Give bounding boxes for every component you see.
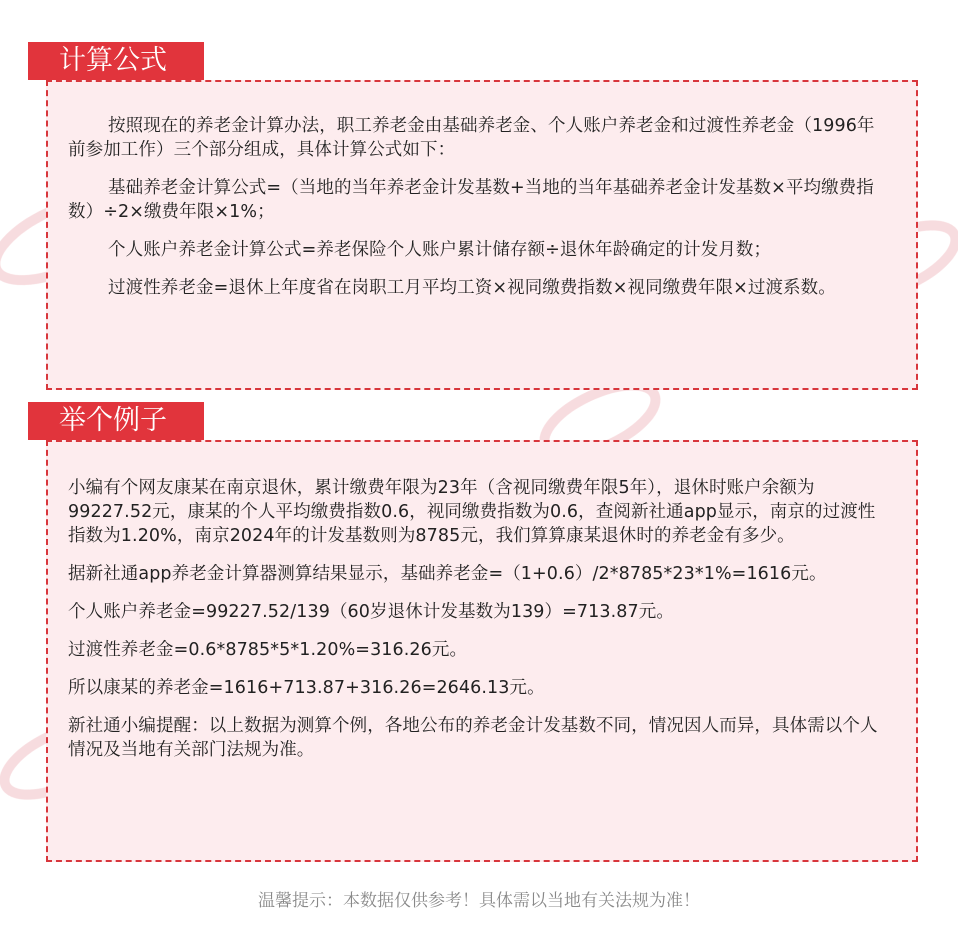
example-section: [0, 402, 958, 866]
example-reminder: 新社通小编提醒：以上数据为测算个例，各地公布的养老金计发基数不同，情况因人而异，具体需以个人情况及当地有关部门法规为准。: [68, 716, 878, 760]
example-total: 所以康某的养老金=1616+713.87+316.26=2646.13元。: [68, 678, 545, 698]
example-transitional: 过渡性养老金=0.6*8785*5*1.20%=316.26元。: [68, 640, 468, 660]
example-personal-account: 个人账户养老金=99227.52/139（60岁退休计发基数为139）=713.87元。: [68, 602, 674, 622]
formula-box: [46, 80, 918, 390]
example-box: [46, 440, 918, 862]
formula-section: [0, 42, 958, 392]
formula-intro: 按照现在的养老金计算办法，职工养老金由基础养老金、个人账户养老金和过渡性养老金（1996年前参加工作）三个部分组成，具体计算公式如下：: [68, 116, 875, 160]
formula-personal-account: 个人账户养老金计算公式=养老保险个人账户累计储存额÷退休年龄确定的计发月数；: [108, 240, 772, 260]
formula-basic-pension: 基础养老金计算公式=（当地的当年养老金计发基数+当地的当年基础养老金计发基数×平均缴费指数）÷2×缴费年限×1%；: [68, 178, 874, 222]
footer-tip: 温馨提示：本数据仅供参考！具体需以当地有关法规为准！: [258, 891, 700, 911]
formula-transitional: 过渡性养老金=退休上年度省在岗职工月平均工资×视同缴费指数×视同缴费年限×过渡系数。: [108, 278, 836, 298]
example-basic-pension: 据新社通app养老金计算器测算结果显示，基础养老金=（1+0.6）/2*8785*23*1%=1616元。: [68, 564, 827, 584]
section-title-example: 举个例子: [28, 402, 204, 440]
section-title-formula: 计算公式: [28, 42, 204, 80]
example-intro: 小编有个网友康某在南京退休，累计缴费年限为23年（含视同缴费年限5年），退休时账户余额为99227.52元，康某的个人平均缴费指数0.6，视同缴费指数为0.6，查阅新社通app显示，南京的过渡性指数为1.20%，南京2024年的计发基数则为8785元，我们算算康某退休时的养老金有多少。: [68, 478, 876, 546]
